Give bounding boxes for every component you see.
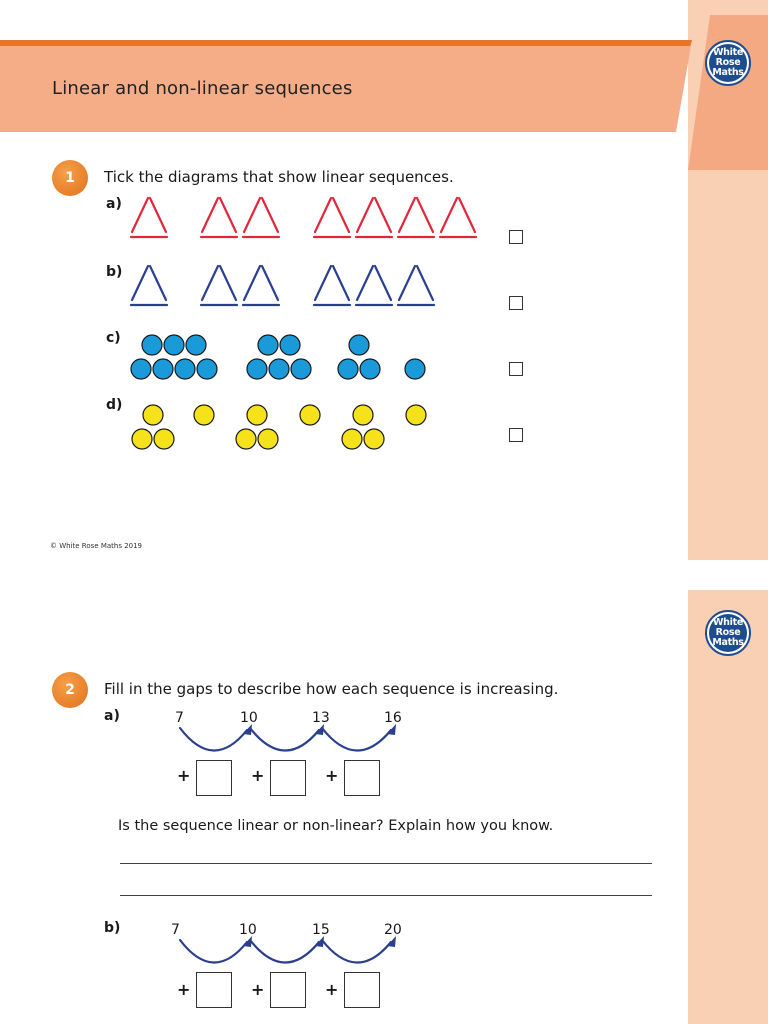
copyright-notice: © White Rose Maths 2019 xyxy=(50,542,143,550)
sequence-term: 10 xyxy=(240,710,258,726)
answer-line[interactable] xyxy=(120,863,652,864)
matchstick-triangle xyxy=(356,266,392,305)
part-label: d) xyxy=(106,397,123,413)
page-gap xyxy=(0,560,768,590)
counter xyxy=(247,405,267,425)
white-rose-maths-logo: White Rose Maths xyxy=(705,40,751,86)
part-label: c) xyxy=(106,330,121,346)
counter xyxy=(247,359,267,379)
jump-arrow xyxy=(180,728,247,751)
counter xyxy=(342,429,362,449)
jump-arrow xyxy=(250,728,319,751)
matchstick-triangle xyxy=(314,198,350,237)
matchstick-triangles-b xyxy=(120,258,500,318)
matchstick-triangles-a xyxy=(120,190,500,250)
part-label: a) xyxy=(106,196,122,212)
counter xyxy=(269,359,289,379)
counter xyxy=(164,335,184,355)
sequence-term: 10 xyxy=(239,922,257,938)
counter xyxy=(142,335,162,355)
jump-arrow xyxy=(322,728,391,751)
counter xyxy=(291,359,311,379)
matchstick-triangle xyxy=(398,266,434,305)
counter xyxy=(154,429,174,449)
difference-box[interactable] xyxy=(270,972,306,1008)
part-label: a) xyxy=(104,708,120,724)
counter xyxy=(258,429,278,449)
jump-arrow xyxy=(180,940,247,963)
plus-sign: + xyxy=(177,980,191,999)
difference-box[interactable] xyxy=(196,760,232,796)
question-text: Fill in the gaps to describe how each sequence is increasing. xyxy=(104,680,559,698)
difference-box[interactable] xyxy=(270,760,306,796)
counter xyxy=(360,359,380,379)
answer-line[interactable] xyxy=(120,895,652,896)
counter xyxy=(175,359,195,379)
tick-box-a[interactable] xyxy=(509,230,523,244)
side-tab xyxy=(688,15,768,170)
counter xyxy=(186,335,206,355)
sequence-term: 20 xyxy=(384,922,402,938)
matchstick-triangle xyxy=(201,198,237,237)
jump-arrow xyxy=(250,940,319,963)
sequence-term: 15 xyxy=(312,922,330,938)
tick-box-c[interactable] xyxy=(509,362,523,376)
counter xyxy=(197,359,217,379)
part-label: b) xyxy=(106,264,123,280)
plus-sign: + xyxy=(251,980,265,999)
difference-box[interactable] xyxy=(344,760,380,796)
plus-sign: + xyxy=(325,980,339,999)
jump-arrow xyxy=(322,940,391,963)
plus-sign: + xyxy=(251,766,265,785)
matchstick-triangle xyxy=(243,266,279,305)
difference-box[interactable] xyxy=(344,972,380,1008)
counter-groups-c xyxy=(120,325,500,390)
worksheet-page-2 xyxy=(0,590,768,1024)
plus-sign: + xyxy=(177,766,191,785)
sequence-term: 7 xyxy=(171,922,180,938)
page-title: Linear and non-linear sequences xyxy=(52,78,353,99)
counter xyxy=(153,359,173,379)
matchstick-triangle xyxy=(201,266,237,305)
counter xyxy=(258,335,278,355)
counter xyxy=(194,405,214,425)
counter xyxy=(406,405,426,425)
matchstick-triangle xyxy=(131,266,167,305)
matchstick-triangle xyxy=(243,198,279,237)
sequence-term: 16 xyxy=(384,710,402,726)
tick-box-b[interactable] xyxy=(509,296,523,310)
matchstick-triangle xyxy=(356,198,392,237)
counter xyxy=(338,359,358,379)
counter xyxy=(143,405,163,425)
white-rose-maths-logo: White Rose Maths xyxy=(705,610,751,656)
counter xyxy=(280,335,300,355)
sequence-term: 7 xyxy=(175,710,184,726)
counter xyxy=(131,359,151,379)
counter xyxy=(405,359,425,379)
arrow-head xyxy=(387,724,396,735)
sequence-term: 13 xyxy=(312,710,330,726)
explain-question: Is the sequence linear or non-linear? Explain how you know. xyxy=(118,818,554,834)
question-text: Tick the diagrams that show linear sequences. xyxy=(104,168,454,186)
matchstick-triangle xyxy=(440,198,476,237)
question-number-badge: 1 xyxy=(52,160,88,196)
counter xyxy=(300,405,320,425)
question-number-badge: 2 xyxy=(52,672,88,708)
part-label: b) xyxy=(104,920,121,936)
counter xyxy=(353,405,373,425)
counter xyxy=(132,429,152,449)
counter xyxy=(364,429,384,449)
difference-box[interactable] xyxy=(196,972,232,1008)
counter xyxy=(349,335,369,355)
matchstick-triangle xyxy=(314,266,350,305)
plus-sign: + xyxy=(325,766,339,785)
tick-box-d[interactable] xyxy=(509,428,523,442)
jump-arrows-b xyxy=(170,936,410,976)
arrow-head xyxy=(387,936,396,947)
jump-arrows-a xyxy=(170,724,410,764)
counter xyxy=(236,429,256,449)
matchstick-triangle xyxy=(398,198,434,237)
matchstick-triangle xyxy=(131,198,167,237)
counter-groups-d xyxy=(120,395,500,460)
